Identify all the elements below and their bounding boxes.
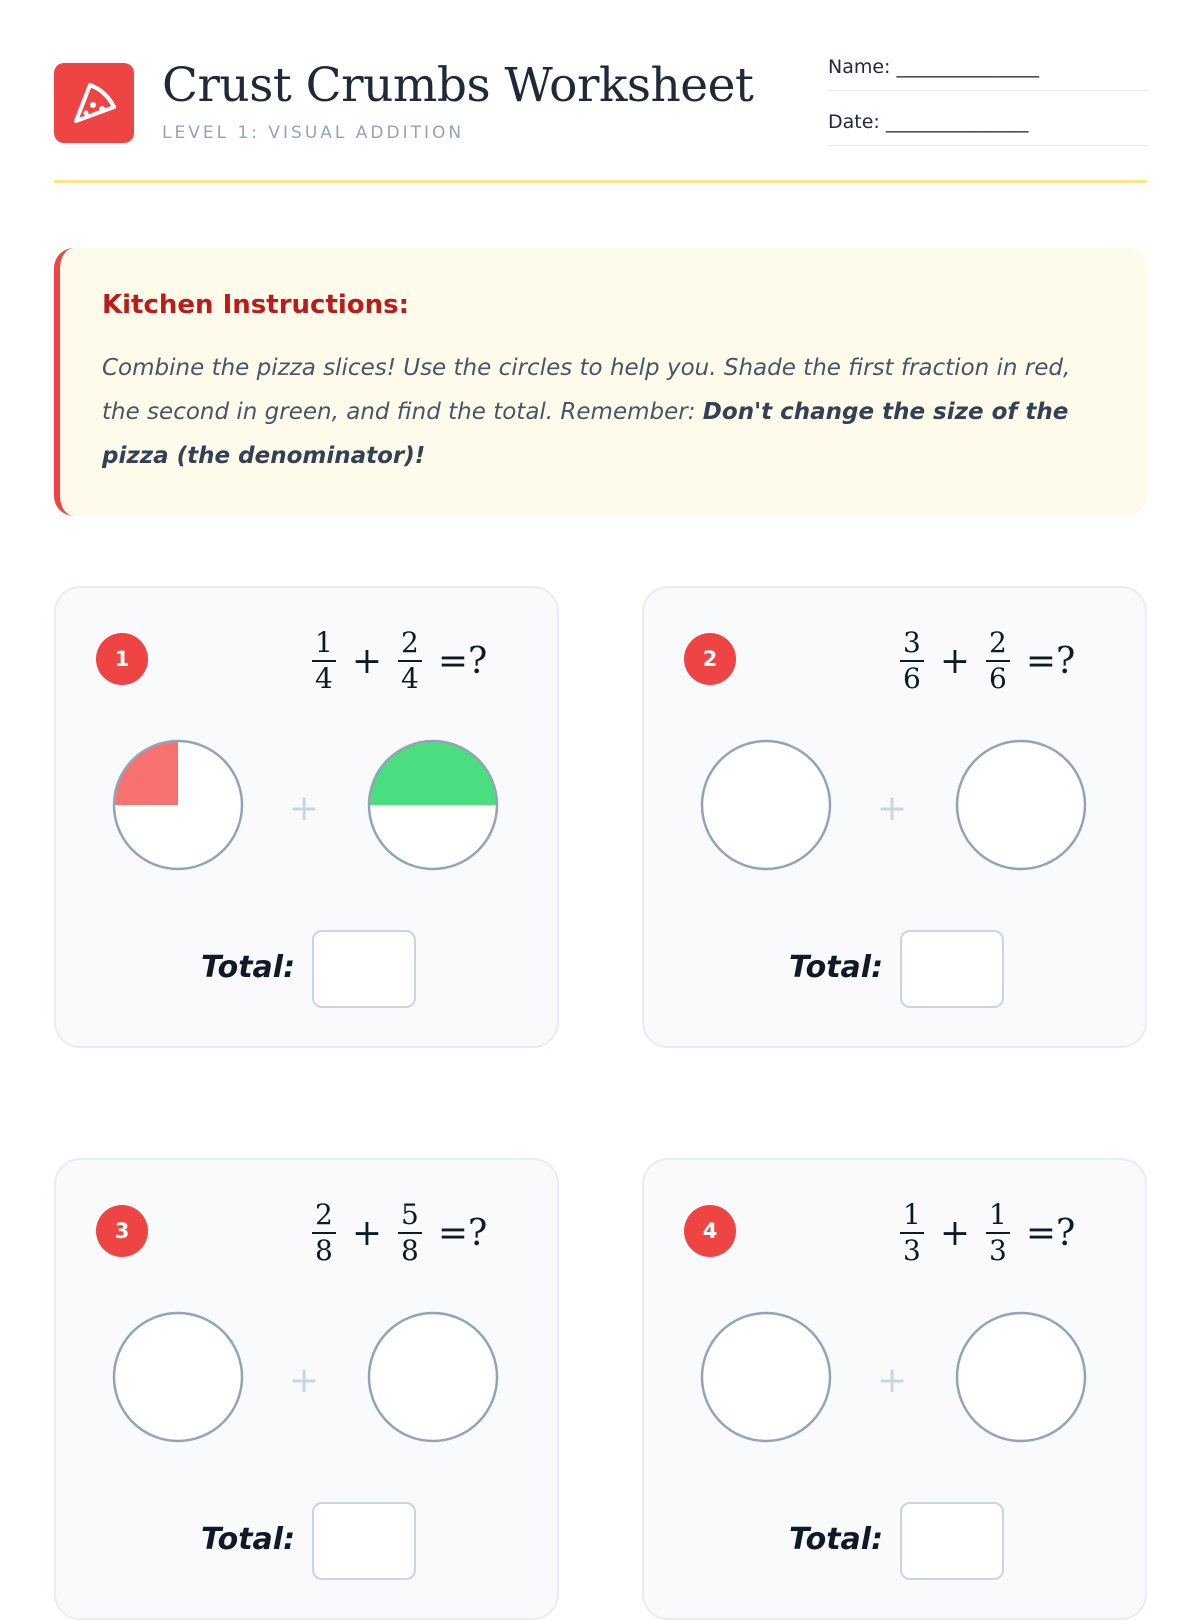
instructions-emphasis: Don't change the size of the pizza (the denominator)! xyxy=(102,399,1069,469)
page-title: Crust Crumbs Worksheet xyxy=(162,58,754,113)
fraction-a xyxy=(312,1200,336,1266)
date-field[interactable]: Date: _______________ xyxy=(828,111,1148,146)
problem-card-2 xyxy=(642,586,1147,1048)
plus-sign: + xyxy=(289,788,320,829)
total-label: Total: xyxy=(201,1522,296,1557)
fraction-numerator: 5 xyxy=(398,1200,422,1234)
fraction-numerator: 1 xyxy=(900,1200,924,1234)
fraction-denominator: 8 xyxy=(401,1234,419,1267)
problem-equation xyxy=(306,626,497,696)
total-answer-box[interactable] xyxy=(312,930,416,1008)
problem-card-4 xyxy=(642,1158,1147,1620)
problem-number-badge: 4 xyxy=(684,1205,736,1257)
instructions-text xyxy=(102,346,1102,478)
equals-question: =? xyxy=(437,640,488,682)
total-label: Total: xyxy=(201,950,296,985)
plus-operator: + xyxy=(351,640,382,682)
fraction-a xyxy=(900,1200,924,1266)
pizza-circle-first[interactable] xyxy=(699,738,833,872)
shaded-slice xyxy=(369,741,497,805)
plus-operator: + xyxy=(351,1212,382,1254)
plus-operator: + xyxy=(939,640,970,682)
equals-question: =? xyxy=(1025,640,1076,682)
pizza-slice-icon xyxy=(66,75,122,131)
total-answer-box[interactable] xyxy=(312,1502,416,1580)
fraction-b xyxy=(398,1200,422,1266)
total-label: Total: xyxy=(789,950,884,985)
pizza-circle-first[interactable] xyxy=(111,738,245,872)
plus-sign: + xyxy=(877,788,908,829)
instructions-body: Combine the pizza slices! Use the circles to help you. Shade the first fraction in red, the second in green, and find the total. Remember: xyxy=(102,355,1071,425)
instructions-box xyxy=(54,248,1147,516)
equals-question: =? xyxy=(1025,1212,1076,1254)
total-label: Total: xyxy=(789,1522,884,1557)
fraction-numerator: 1 xyxy=(986,1200,1010,1234)
fraction-numerator: 1 xyxy=(312,628,336,662)
fraction-a xyxy=(312,628,336,694)
fraction-a xyxy=(900,628,924,694)
fraction-denominator: 3 xyxy=(989,1234,1007,1267)
problem-number-badge: 2 xyxy=(684,633,736,685)
pizza-circle-first[interactable] xyxy=(111,1310,245,1444)
pizza-circle-second[interactable] xyxy=(366,738,500,872)
worksheet-header xyxy=(54,0,1147,183)
fraction-denominator: 3 xyxy=(903,1234,921,1267)
pizza-circle-second[interactable] xyxy=(954,1310,1088,1444)
name-field[interactable]: Name: _______________ xyxy=(828,56,1148,91)
fraction-numerator: 2 xyxy=(986,628,1010,662)
plus-operator: + xyxy=(939,1212,970,1254)
logo xyxy=(54,63,134,143)
fraction-b xyxy=(986,1200,1010,1266)
pizza-circle-first[interactable] xyxy=(699,1310,833,1444)
instructions-title: Kitchen Instructions: xyxy=(102,290,410,320)
fraction-b xyxy=(986,628,1010,694)
total-answer-box[interactable] xyxy=(900,1502,1004,1580)
problem-equation xyxy=(894,626,1085,696)
total-answer-box[interactable] xyxy=(900,930,1004,1008)
problem-card-1 xyxy=(54,586,559,1048)
fraction-denominator: 4 xyxy=(401,662,419,695)
fraction-denominator: 4 xyxy=(315,662,333,695)
problem-equation xyxy=(306,1198,497,1268)
plus-sign: + xyxy=(289,1360,320,1401)
fraction-numerator: 2 xyxy=(312,1200,336,1234)
equals-question: =? xyxy=(437,1212,488,1254)
fraction-numerator: 2 xyxy=(398,628,422,662)
plus-sign: + xyxy=(877,1360,908,1401)
problem-number-badge: 1 xyxy=(96,633,148,685)
page-subtitle: LEVEL 1: VISUAL ADDITION xyxy=(162,123,465,143)
pizza-circle-second[interactable] xyxy=(954,738,1088,872)
fraction-denominator: 8 xyxy=(315,1234,333,1267)
pizza-circle-second[interactable] xyxy=(366,1310,500,1444)
fraction-b xyxy=(398,628,422,694)
fraction-numerator: 3 xyxy=(900,628,924,662)
problem-card-3 xyxy=(54,1158,559,1620)
problem-equation xyxy=(894,1198,1085,1268)
fraction-denominator: 6 xyxy=(903,662,921,695)
fraction-denominator: 6 xyxy=(989,662,1007,695)
problem-number-badge: 3 xyxy=(96,1205,148,1257)
